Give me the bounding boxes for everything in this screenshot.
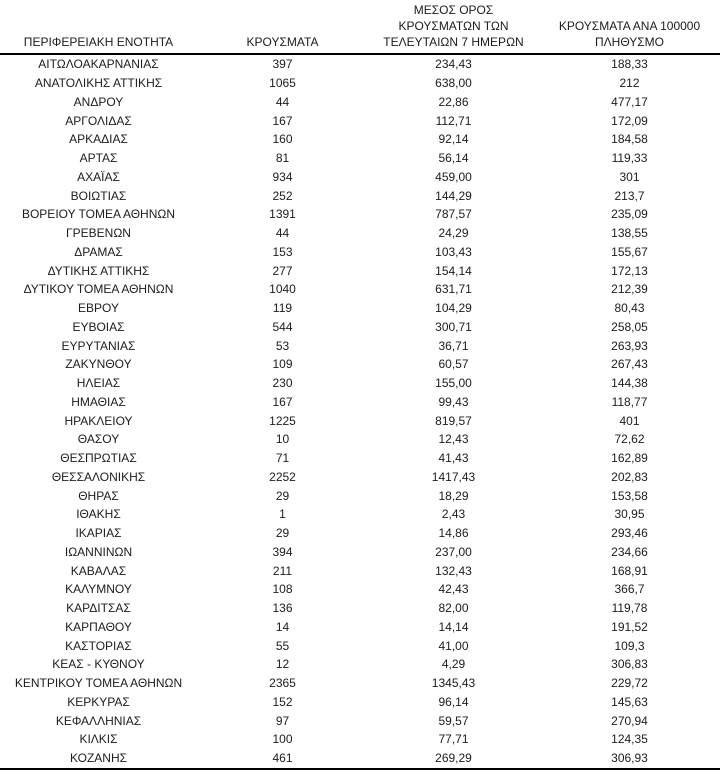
table-row (0, 280, 720, 299)
cases-per-100k-cell: 162,89 (611, 451, 648, 466)
table-row (0, 374, 720, 393)
avg-7day-cases-cell: 96,14 (438, 694, 469, 709)
region-name-cell: ΚΕΑΣ - ΚΥΘΝΟΥ (52, 657, 145, 672)
region-name-cell: ΗΛΕΙΑΣ (76, 376, 121, 391)
cases-cell: 544 (272, 319, 293, 334)
cases-cell: 167 (272, 394, 293, 409)
cases-per-100k-cell: 145,63 (611, 694, 648, 709)
table-row (0, 168, 720, 187)
table-row (0, 262, 720, 281)
cases-per-100k-cell: 30,95 (614, 507, 645, 522)
avg-7day-cases-cell: 132,43 (435, 563, 472, 578)
cases-cell: 14 (275, 619, 290, 634)
region-name-cell: ΑΧΑΪΑΣ (77, 169, 120, 184)
cases-per-100k-cell: 234,66 (611, 544, 648, 559)
region-name-cell: ΑΡΤΑΣ (79, 151, 118, 166)
cases-per-100k-cell: 212,39 (611, 282, 648, 297)
cases-per-100k-cell: 301 (619, 169, 640, 184)
cases-per-100k-cell: 188,33 (611, 57, 648, 72)
cases-per-100k-cell: 366,7 (614, 582, 645, 597)
cases-per-100k-cell: 119,78 (611, 601, 648, 616)
avg-7day-cases-cell: 41,00 (438, 638, 469, 653)
table-row (0, 449, 720, 468)
avg-7day-cases-cell: 41,43 (438, 451, 469, 466)
cases-per-100k-cell: 213,7 (614, 188, 645, 203)
region-name-cell: ΘΕΣΣΑΛΟΝΙΚΗΣ (51, 469, 146, 484)
region-name-cell: ΚΑΛΥΜΝΟΥ (65, 582, 132, 597)
cases-per-100k-cell: 267,43 (611, 357, 648, 372)
table-row (0, 149, 720, 168)
cases-cell: 109 (272, 357, 293, 372)
region-name-cell: ΑΝΑΤΟΛΙΚΗΣ ΑΤΤΙΚΗΣ (34, 76, 163, 91)
region-name-cell: ΔΥΤΙΚΗΣ ΑΤΤΙΚΗΣ (47, 263, 150, 278)
table-row (0, 655, 720, 674)
region-name-cell: ΙΘΑΚΗΣ (76, 507, 121, 522)
avg-7day-cases-cell: 77,71 (438, 732, 469, 747)
region-name-cell: ΖΑΚΥΝΘΟΥ (65, 357, 132, 372)
avg-7day-cases-cell: 154,14 (435, 263, 472, 278)
table-row (0, 430, 720, 449)
avg-7day-cases-cell: 36,71 (438, 338, 469, 353)
region-name-cell: ΘΕΣΠΡΩΤΙΑΣ (60, 451, 137, 466)
avg-7day-cases-cell: 92,14 (438, 132, 469, 147)
region-name-cell: ΒΟΙΩΤΙΑΣ (70, 188, 127, 203)
region-name-cell: ΑΙΤΩΛΟΑΚΑΡΝΑΝΙΑΣ (38, 57, 159, 72)
avg-7day-cases-cell: 99,43 (438, 394, 469, 409)
avg-7day-cases-cell: 1417,43 (431, 469, 476, 484)
region-name-cell: ΘΗΡΑΣ (78, 488, 119, 503)
column-header-cases-per-100000: ΚΡΟΥΣΜΑΤΑ ΑΝΑ 100000 ΠΛΗΘΥΣΜΟ (539, 0, 720, 54)
avg-7day-cases-cell: 459,00 (435, 169, 472, 184)
region-name-cell: ΕΥΡΥΤΑΝΙΑΣ (61, 338, 136, 353)
region-name-cell: ΚΑΒΑΛΑΣ (70, 563, 127, 578)
table-row (0, 505, 720, 524)
table-row (0, 637, 720, 656)
cases-cell: 10 (275, 432, 290, 447)
cases-cell: 211 (272, 563, 293, 578)
cases-per-100k-cell: 172,13 (611, 263, 648, 278)
cases-per-100k-cell: 212 (619, 76, 640, 91)
table-row (0, 205, 720, 224)
avg-7day-cases-cell: 18,29 (438, 488, 469, 503)
cases-per-100k-cell: 109,3 (614, 638, 645, 653)
region-name-cell: ΚΑΡΔΙΤΣΑΣ (66, 601, 131, 616)
avg-7day-cases-cell: 82,00 (438, 601, 469, 616)
table-row (0, 693, 720, 712)
avg-7day-cases-cell: 24,29 (438, 226, 469, 241)
table-row (0, 599, 720, 618)
cases-per-100k-cell: 168,91 (611, 563, 648, 578)
region-name-cell: ΑΝΔΡΟΥ (73, 94, 124, 109)
table-row (0, 224, 720, 243)
cases-cell: 152 (272, 694, 293, 709)
table-row (0, 74, 720, 93)
table-row (0, 618, 720, 637)
cases-per-100k-cell: 263,93 (611, 338, 648, 353)
avg-7day-cases-cell: 237,00 (435, 544, 472, 559)
region-name-cell: ΔΡΑΜΑΣ (74, 244, 123, 259)
cases-per-100k-cell: 293,46 (611, 526, 648, 541)
avg-7day-cases-cell: 155,00 (435, 376, 472, 391)
region-name-cell: ΗΡΑΚΛΕΙΟΥ (64, 413, 133, 428)
cases-per-100k-cell: 172,09 (611, 113, 648, 128)
cases-cell: 394 (272, 544, 293, 559)
cases-cell: 12 (275, 657, 290, 672)
table-row (0, 674, 720, 693)
cases-cell: 136 (272, 601, 293, 616)
avg-7day-cases-cell: 2,43 (441, 507, 466, 522)
cases-cell: 2365 (269, 676, 296, 691)
cases-cell: 108 (272, 582, 293, 597)
region-name-cell: ΚΟΖΑΝΗΣ (69, 751, 128, 766)
avg-7day-cases-cell: 112,71 (435, 113, 472, 128)
avg-7day-cases-cell: 59,57 (438, 713, 469, 728)
cases-cell: 461 (272, 751, 293, 766)
avg-7day-cases-cell: 14,86 (438, 526, 469, 541)
cases-per-100k-cell: 477,17 (611, 94, 648, 109)
avg-7day-cases-cell: 269,29 (435, 751, 472, 766)
avg-7day-cases-cell: 56,14 (438, 151, 469, 166)
avg-7day-cases-cell: 42,43 (438, 582, 469, 597)
cases-per-100k-cell: 191,52 (611, 619, 648, 634)
table-row (0, 130, 720, 149)
cases-cell: 119 (272, 301, 293, 316)
table-row (0, 355, 720, 374)
cases-cell: 97 (275, 713, 290, 728)
table-row (0, 712, 720, 731)
avg-7day-cases-cell: 104,29 (435, 301, 472, 316)
column-header-avg-7-days: ΜΕΣΟΣ ΟΡΟΣ ΚΡΟΥΣΜΑΤΩΝ ΤΩΝ ΤΕΛΕΥΤΑΙΩΝ 7 ΗΜΕΡΩΝ (368, 0, 539, 54)
avg-7day-cases-cell: 819,57 (435, 413, 472, 428)
cases-per-100k-cell: 229,72 (611, 676, 648, 691)
table-row (0, 487, 720, 506)
region-name-cell: ΗΜΑΘΙΑΣ (71, 394, 126, 409)
column-header-regional-unit: ΠΕΡΙΦΕΡΕΙΑΚΗ ΕΝΟΤΗΤΑ (0, 0, 197, 54)
region-name-cell: ΑΡΚΑΔΙΑΣ (69, 132, 128, 147)
cases-per-100k-cell: 124,35 (611, 732, 648, 747)
cases-cell: 100 (272, 732, 293, 747)
avg-7day-cases-cell: 1345,43 (431, 676, 476, 691)
cases-per-100k-cell: 118,77 (611, 394, 648, 409)
avg-7day-cases-cell: 14,14 (438, 619, 469, 634)
table-row (0, 468, 720, 487)
region-name-cell: ΚΙΛΚΙΣ (79, 732, 118, 747)
header-row (0, 0, 720, 54)
cases-cell: 1 (279, 507, 286, 522)
region-name-cell: ΚΑΣΤΟΡΙΑΣ (65, 638, 132, 653)
cases-per-100k-cell: 235,09 (611, 207, 648, 222)
table-row (0, 730, 720, 749)
cases-per-100k-cell: 119,33 (611, 151, 648, 166)
table-row (0, 543, 720, 562)
cases-per-100k-cell: 153,58 (611, 488, 648, 503)
cases-cell: 81 (275, 151, 290, 166)
cases-cell: 153 (272, 244, 293, 259)
cases-cell: 277 (272, 263, 293, 278)
region-name-cell: ΚΕΡΚΥΡΑΣ (67, 694, 130, 709)
avg-7day-cases-cell: 103,43 (435, 244, 472, 259)
cases-per-100k-cell: 202,83 (611, 469, 648, 484)
avg-7day-cases-cell: 12,43 (438, 432, 469, 447)
avg-7day-cases-cell: 787,57 (435, 207, 472, 222)
region-name-cell: ΒΟΡΕΙΟΥ ΤΟΜΕΑ ΑΘΗΝΩΝ (21, 207, 176, 222)
region-name-cell: ΕΥΒΟΙΑΣ (72, 319, 125, 334)
avg-7day-cases-cell: 22,86 (438, 94, 469, 109)
region-name-cell: ΚΑΡΠΑΘΟΥ (65, 619, 132, 634)
region-name-cell: ΘΑΣΟΥ (77, 432, 120, 447)
avg-7day-cases-cell: 234,43 (435, 57, 472, 72)
cases-per-100k-cell: 401 (619, 413, 640, 428)
column-header-cases: ΚΡΟΥΣΜΑΤΑ (197, 0, 368, 54)
cases-cell: 167 (272, 113, 293, 128)
cases-cell: 1065 (269, 76, 296, 91)
cases-cell: 44 (275, 226, 290, 241)
table-row (0, 393, 720, 412)
cases-cell: 934 (272, 169, 293, 184)
cases-per-100k-cell: 258,05 (611, 319, 648, 334)
cases-cell: 1391 (269, 207, 296, 222)
cases-per-100k-cell: 184,58 (611, 132, 648, 147)
region-name-cell: ΕΒΡΟΥ (78, 301, 119, 316)
cases-cell: 2252 (269, 469, 296, 484)
table-row (0, 112, 720, 131)
region-name-cell: ΙΩΑΝΝΙΝΩΝ (64, 544, 133, 559)
table-row (0, 318, 720, 337)
cases-per-100k-cell: 306,83 (611, 657, 648, 672)
cases-cell: 29 (275, 488, 290, 503)
table-row (0, 337, 720, 356)
region-name-cell: ΚΕΦΑΛΛΗΝΙΑΣ (55, 713, 142, 728)
table-row (0, 580, 720, 599)
table-body (0, 54, 720, 769)
avg-7day-cases-cell: 631,71 (435, 282, 472, 297)
region-name-cell: ΙΚΑΡΙΑΣ (75, 526, 122, 541)
avg-7day-cases-cell: 4,29 (441, 657, 466, 672)
avg-7day-cases-cell: 60,57 (438, 357, 469, 372)
region-name-cell: ΑΡΓΟΛΙΔΑΣ (65, 113, 132, 128)
cases-cell: 29 (275, 526, 290, 541)
table-row (0, 412, 720, 431)
cases-cell: 55 (275, 638, 290, 653)
cases-per-100k-cell: 138,55 (611, 226, 648, 241)
avg-7day-cases-cell: 638,00 (435, 76, 472, 91)
cases-per-100k-cell: 270,94 (611, 713, 648, 728)
region-name-cell: ΓΡΕΒΕΝΩΝ (66, 226, 131, 241)
cases-cell: 44 (275, 94, 290, 109)
cases-per-100k-cell: 144,38 (611, 376, 648, 391)
cases-cell: 71 (275, 451, 290, 466)
cases-cell: 1040 (269, 282, 296, 297)
avg-7day-cases-cell: 144,29 (435, 188, 472, 203)
cases-cell: 1225 (269, 413, 296, 428)
region-name-cell: ΔΥΤΙΚΟΥ ΤΟΜΕΑ ΑΘΗΝΩΝ (23, 282, 174, 297)
avg-7day-cases-cell: 300,71 (435, 319, 472, 334)
cases-cell: 53 (275, 338, 290, 353)
table-row (0, 243, 720, 262)
cases-cell: 397 (272, 57, 293, 72)
table-row (0, 54, 720, 74)
table-row (0, 749, 720, 769)
table-row (0, 187, 720, 206)
cases-cell: 252 (272, 188, 293, 203)
region-name-cell: ΚΕΝΤΡΙΚΟΥ ΤΟΜΕΑ ΑΘΗΝΩΝ (14, 676, 183, 691)
cases-per-100k-cell: 306,93 (611, 751, 648, 766)
cases-per-100k-cell: 155,67 (611, 244, 648, 259)
table-header (0, 0, 720, 54)
cases-per-100k-cell: 80,43 (614, 301, 645, 316)
cases-cell: 160 (272, 132, 293, 147)
table-row (0, 524, 720, 543)
table-row (0, 562, 720, 581)
table-row (0, 299, 720, 318)
cases-cell: 230 (272, 376, 293, 391)
table-row (0, 93, 720, 112)
cases-per-100k-cell: 72,62 (614, 432, 645, 447)
